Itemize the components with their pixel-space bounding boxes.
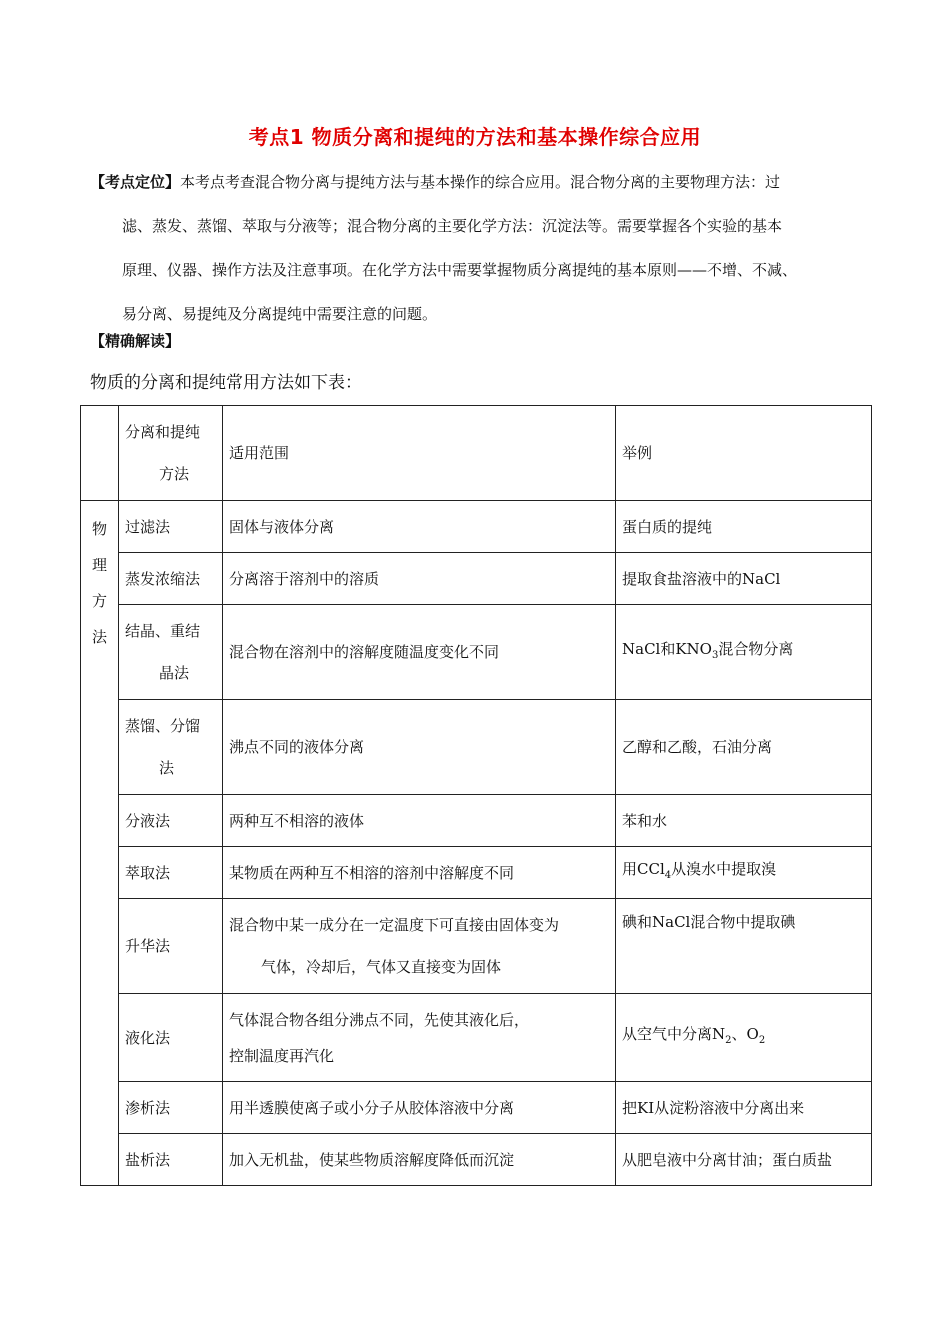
example-cell: NaCl和$KNO_3$混合物分离 bbox=[616, 605, 872, 700]
method-cell: 液化法 bbox=[119, 994, 223, 1082]
section-heading: 【精确解读】 bbox=[90, 332, 181, 350]
table-caption: 物质的分离和提纯常用方法如下表： bbox=[90, 373, 362, 393]
method-cell: 萃取法 bbox=[119, 847, 223, 899]
method-cell: 分液法 bbox=[119, 795, 223, 847]
example-cell: 用CCl$_4$从溴水中提取溴 bbox=[616, 847, 872, 899]
scope-cell: 沸点不同的液体分离 bbox=[223, 700, 616, 795]
example-cell: 乙醇和乙酸，石油分离 bbox=[616, 700, 872, 795]
intro-paragraph bbox=[90, 160, 865, 336]
scope-cell: 混合物在溶剂中的溶解度随温度变化不同 bbox=[223, 605, 616, 700]
table-row bbox=[81, 899, 872, 994]
method-cell: 蒸发浓缩法 bbox=[119, 553, 223, 605]
method-cell: 升华法 bbox=[119, 899, 223, 994]
example-cell: 提取食盐溶液中的NaCl bbox=[616, 553, 872, 605]
example-cell: 苯和水 bbox=[616, 795, 872, 847]
table-row bbox=[81, 1134, 872, 1186]
table-row bbox=[81, 700, 872, 795]
category-cell: 物 理 方 法 bbox=[81, 501, 119, 1186]
method-cell: 渗析法 bbox=[119, 1082, 223, 1134]
method-cell: 蒸馏、分馏 法 bbox=[119, 700, 223, 795]
scope-cell: 固体与液体分离 bbox=[223, 501, 616, 553]
example-cell: 把KI从淀粉溶液中分离出来 bbox=[616, 1082, 872, 1134]
method-cell: 盐析法 bbox=[119, 1134, 223, 1186]
methods-table bbox=[80, 405, 872, 1186]
table-row bbox=[81, 605, 872, 700]
method-cell: 结晶、重结 晶法 bbox=[119, 605, 223, 700]
intro-line: 原理、仪器、操作方法及注意事项。在化学方法中需要掌握物质分离提纯的基本原则——不增、不减、 bbox=[122, 261, 798, 279]
scope-cell: 混合物中某一成分在一定温度下可直接由固体变为 气体，冷却后，气体又直接变为固体 bbox=[223, 899, 616, 994]
intro-line: 易分离、易提纯及分离提纯中需要注意的问题。 bbox=[122, 305, 438, 323]
scope-cell: 两种互不相溶的液体 bbox=[223, 795, 616, 847]
table-row bbox=[81, 501, 872, 553]
example-cell: 从肥皂液中分离甘油；蛋白质盐 bbox=[616, 1134, 872, 1186]
example-cell: 从空气中分离$N_2$、$O_2$ bbox=[616, 994, 872, 1082]
table-row bbox=[81, 994, 872, 1082]
scope-cell: 某物质在两种互不相溶的溶剂中溶解度不同 bbox=[223, 847, 616, 899]
scope-cell: 气体混合物各组分沸点不同，先使其液化后， 控制温度再汽化 bbox=[223, 994, 616, 1082]
header-empty-cell bbox=[81, 406, 119, 501]
method-cell: 过滤法 bbox=[119, 501, 223, 553]
table-row bbox=[81, 553, 872, 605]
intro-tag: 【考点定位】 bbox=[90, 173, 181, 191]
scope-cell: 加入无机盐，使某些物质溶解度降低而沉淀 bbox=[223, 1134, 616, 1186]
intro-line: 滤、蒸发、蒸馏、萃取与分液等；混合物分离的主要化学方法：沉淀法等。需要掌握各个实验的基本 bbox=[122, 217, 783, 235]
header-scope: 适用范围 bbox=[223, 406, 616, 501]
example-cell: 蛋白质的提纯 bbox=[616, 501, 872, 553]
table-header-row bbox=[81, 406, 872, 501]
table-row bbox=[81, 795, 872, 847]
scope-cell: 用半透膜使离子或小分子从胶体溶液中分离 bbox=[223, 1082, 616, 1134]
example-cell: 碘和NaCl混合物中提取碘 bbox=[616, 899, 872, 994]
page-title: 考点1 物质分离和提纯的方法和基本操作综合应用 bbox=[248, 125, 702, 149]
header-method: 分离和提纯 方法 bbox=[119, 406, 223, 501]
table-row bbox=[81, 1082, 872, 1134]
scope-cell: 分离溶于溶剂中的溶质 bbox=[223, 553, 616, 605]
header-example: 举例 bbox=[616, 406, 872, 501]
table-row bbox=[81, 847, 872, 899]
intro-line: 本考点考查混合物分离与提纯方法与基本操作的综合应用。混合物分离的主要物理方法：过 bbox=[180, 173, 781, 191]
